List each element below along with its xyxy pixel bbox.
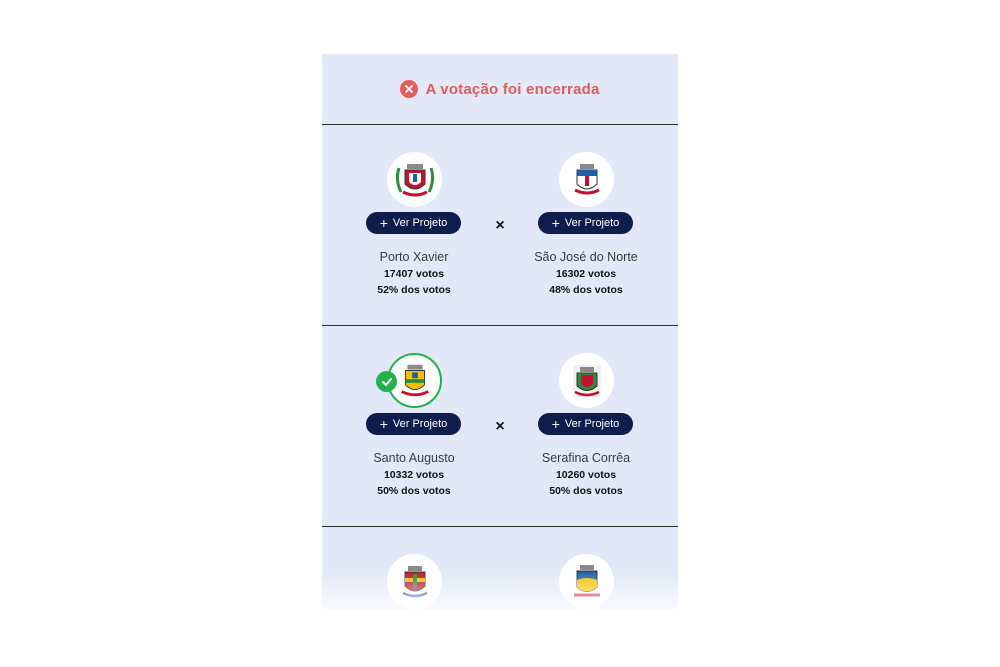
city-crest [559, 353, 614, 408]
matchup-card [322, 125, 678, 326]
versus-icon: × [495, 418, 505, 435]
close-circle-icon [400, 80, 418, 98]
coat-of-arms-icon [393, 158, 437, 202]
plus-icon: + [551, 416, 560, 432]
city-name: Santo Augusto [373, 451, 455, 465]
vote-count: 10332 votos [383, 469, 445, 481]
versus-icon: × [495, 217, 505, 234]
city-name: Porto Xavier [379, 250, 449, 264]
status-header [322, 54, 678, 125]
vote-percentage: 50% dos votos [549, 485, 623, 497]
winner-check-icon [376, 371, 397, 392]
city-crest [387, 554, 442, 609]
coat-of-arms-icon [565, 359, 609, 403]
vote-count: 10260 votos [555, 469, 617, 481]
city-crest-winner [387, 353, 442, 408]
status-text: A votação foi encerrada [425, 80, 600, 98]
voting-panel [322, 54, 678, 611]
plus-icon: + [379, 416, 388, 432]
plus-icon: + [379, 215, 388, 231]
coat-of-arms-icon [393, 560, 437, 604]
coat-of-arms-icon [565, 158, 609, 202]
matchup-card [322, 527, 678, 611]
ver-projeto-button[interactable]: + Ver Projeto [538, 212, 633, 234]
plus-icon: + [551, 215, 560, 231]
city-crest [387, 152, 442, 207]
vote-percentage: 48% dos votos [549, 284, 623, 296]
ver-projeto-button[interactable]: + Ver Projeto [366, 413, 461, 435]
coat-of-arms-icon [565, 560, 609, 604]
city-crest [559, 554, 614, 609]
coat-of-arms-icon [394, 360, 436, 402]
city-name: Serafina Corrêa [541, 451, 631, 465]
vote-percentage: 52% dos votos [377, 284, 451, 296]
ver-projeto-button[interactable]: + Ver Projeto [366, 212, 461, 234]
vote-count: 17407 votos [383, 268, 445, 280]
vote-count: 16302 votos [555, 268, 617, 280]
city-crest [559, 152, 614, 207]
ver-projeto-button[interactable]: + Ver Projeto [538, 413, 633, 435]
city-name: São José do Norte [534, 250, 638, 264]
matchup-card [322, 326, 678, 527]
vote-percentage: 50% dos votos [377, 485, 451, 497]
